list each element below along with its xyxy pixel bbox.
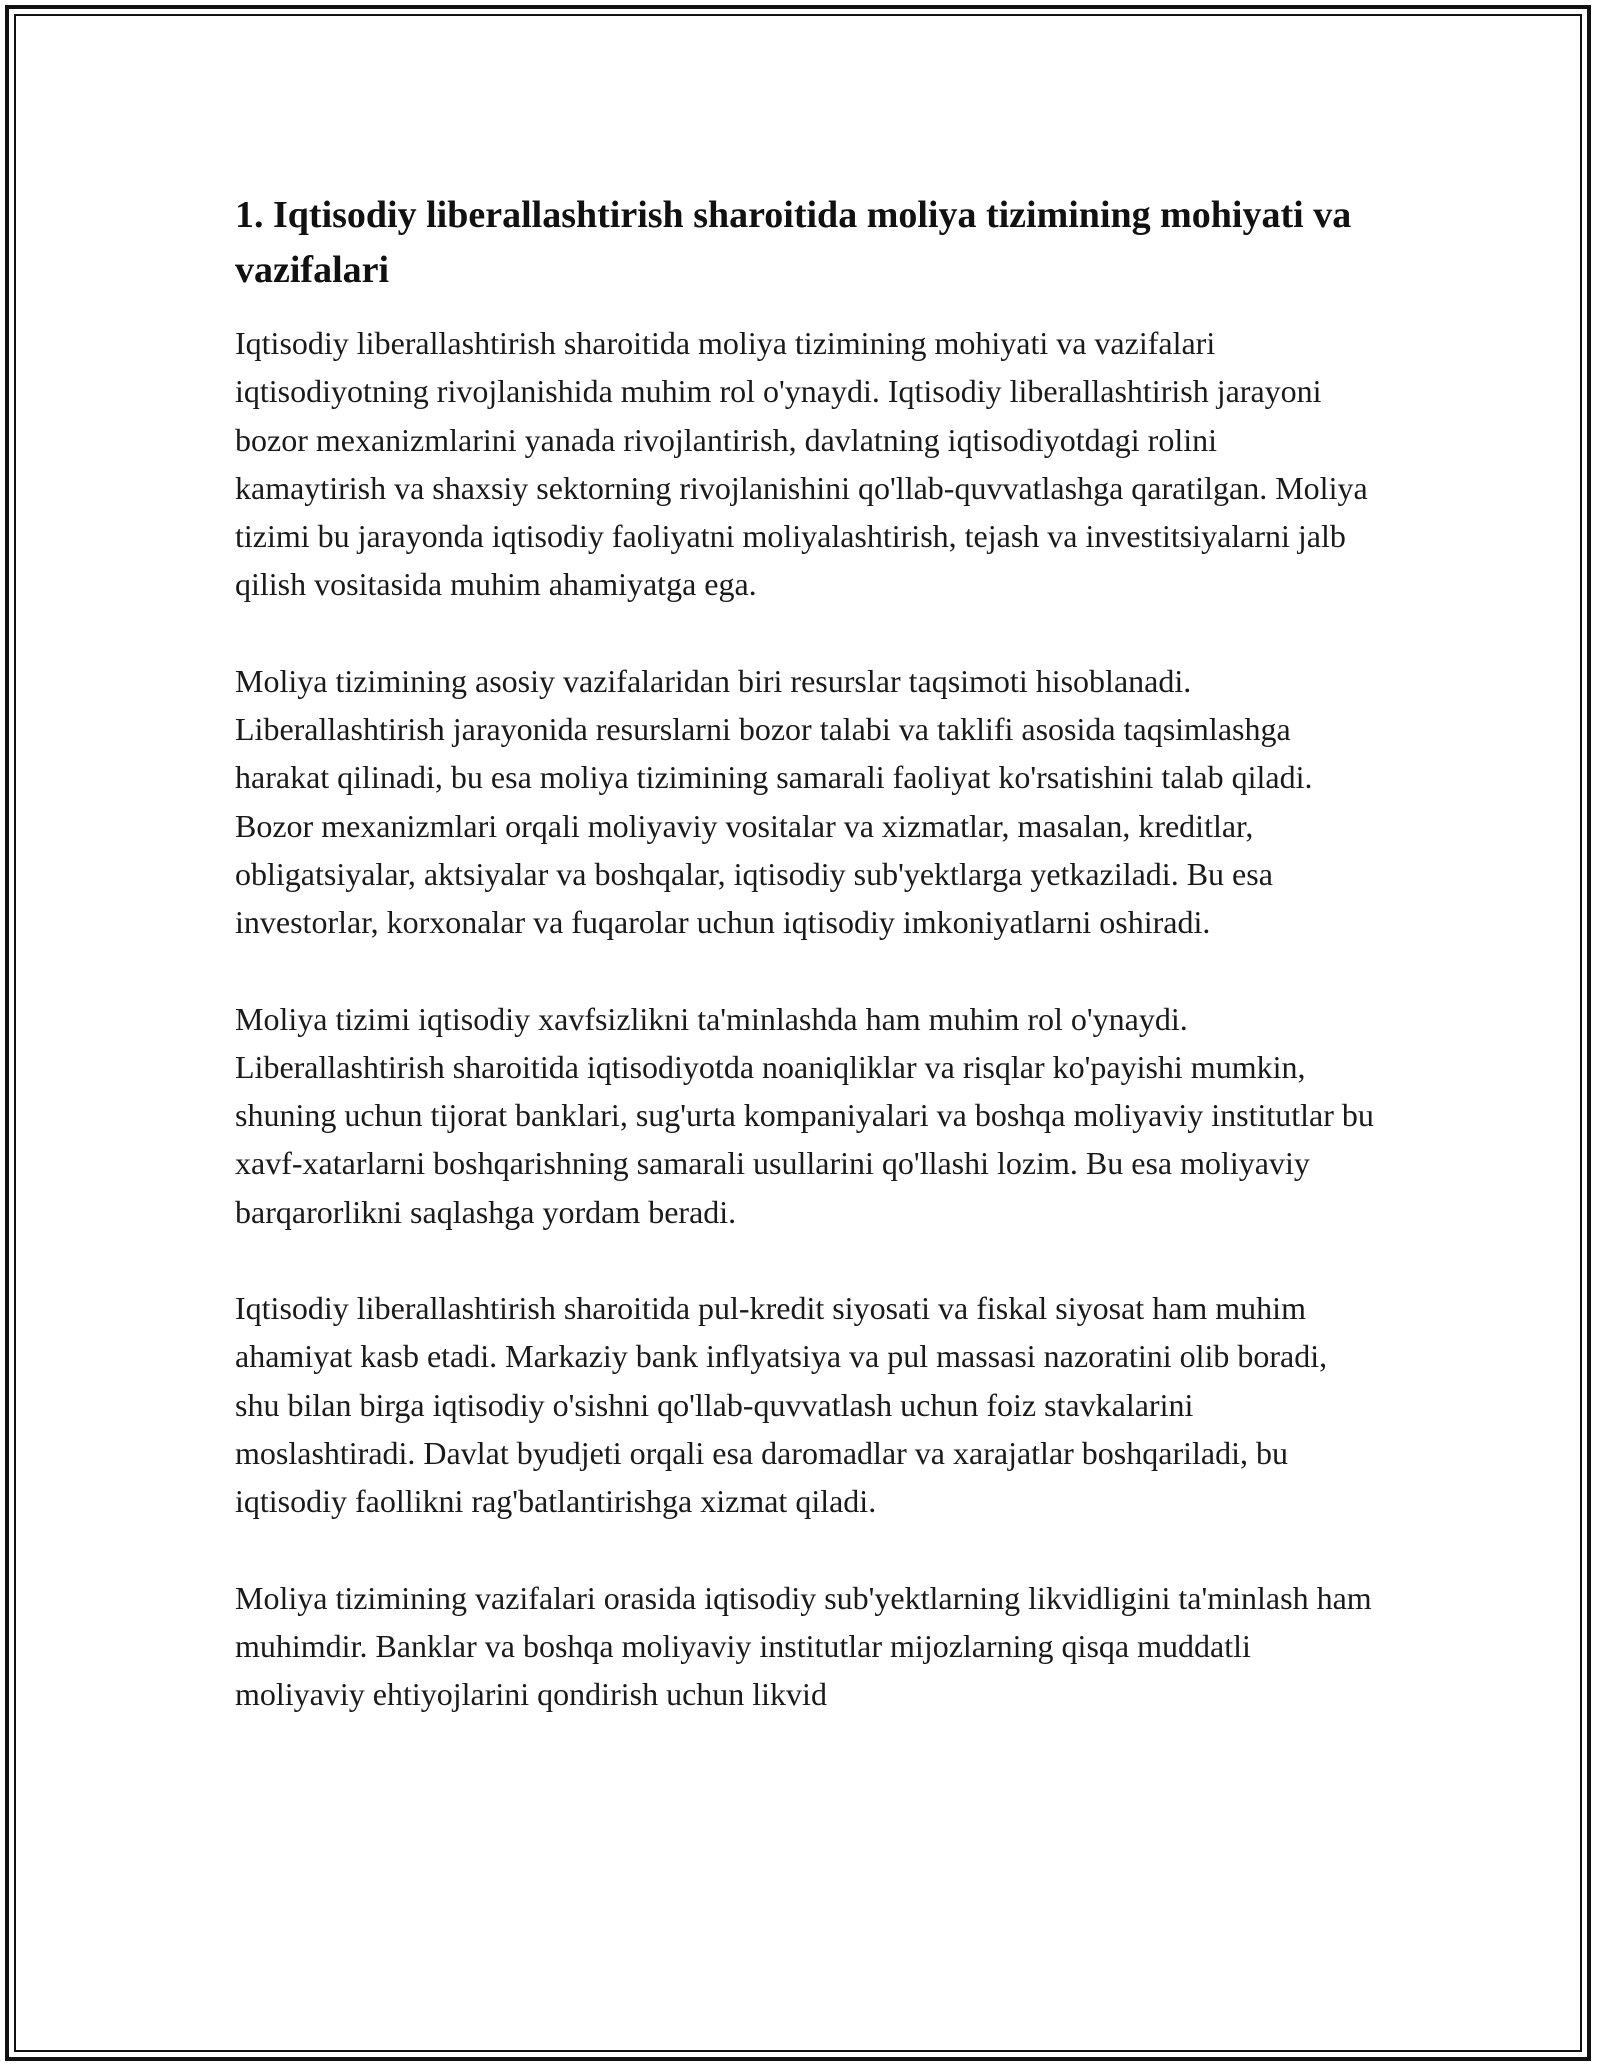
paragraph-2: Moliya tizimining asosiy vazifalaridan biri resurslar taqsimoti hisoblanadi. Liberallashtirish jarayonida resurslarni bozor talabi va taklifi asosida taqsimlashga harakat qilinadi, bu esa moliya tizimining samarali faoliyat ko'rsatishini talab qiladi. Bozor mexanizmlari orqali moliyaviy vositalar va xizmatlar, masalan, kreditlar, obligatsiyalar, aktsiyalar va boshqalar, iqtisodiy sub'yektlarga yetkaziladi. Bu esa investorlar, korxonalar va fuqarolar uchun iqtisodiy imkoniyatlarni oshiradi.	[235, 662, 1313, 941]
paragraph-3: Moliya tizimi iqtisodiy xavfsizlikni ta'minlashda ham muhim rol o'ynaydi. Liberallashtirish sharoitida iqtisodiyotda noaniqliklar va risqlar ko'payishi mumkin, shuning uchun tijorat banklari, sug'urta kompaniyalari va boshqa moliyaviy institutlar bu xavf-xatarlarni boshqarishning samarali usullarini qo'llashi lozim. Bu esa moliyaviy barqarorlikni saqlashga yordam beradi.	[235, 1000, 1374, 1230]
paragraph-4: Iqtisodiy liberallashtirish sharoitida pul-kredit siyosati va fiskal siyosat ham muhim ahamiyat kasb etadi. Markaziy bank inflyatsiya va pul massasi nazoratini olib boradi, shu bilan birga iqtisodiy o'sishni qo'llab-quvvatlash uchun foiz stavkalarini moslashtiradi. Davlat byudjeti orqali esa daromadlar va xarajatlar boshqariladi, bu iqtisodiy faollikni rag'batlantirishga xizmat qiladi.	[235, 1290, 1328, 1520]
paragraph-5: Moliya tizimining vazifalari orasida iqtisodiy sub'yektlarning likvidligini ta'minlash ham muhimdir. Banklar va boshqa moliyaviy institutlar mijozlarning qisqa muddatli moliyaviy ehtiyojlarini qondirish uchun likvid	[235, 1579, 1372, 1713]
section-heading: 1. Iqtisodiy liberallashtirish sharoitida moliya tizimining mohiyati va vazifalari	[235, 194, 1352, 291]
paragraph-1: Iqtisodiy liberallashtirish sharoitida moliya tizimining mohiyati va vazifalari iqtisodiyotning rivojlanishida muhim rol o'ynaydi. Iqtisodiy liberallashtirish jarayoni bozor mexanizmlarini yanada rivojlantirish, davlatning iqtisodiyotdagi rolini kamaytirish va shaxsiy sektorning rivojlanishini qo'llab-quvvatlashga qaratilgan. Moliya tizimi bu jarayonda iqtisodiy faoliyatni moliyalashtirish, tejash va investitsiyalarni jalb qilish vositasida muhim ahamiyatga ega.	[235, 325, 1368, 603]
document-body	[235, 188, 1375, 1766]
